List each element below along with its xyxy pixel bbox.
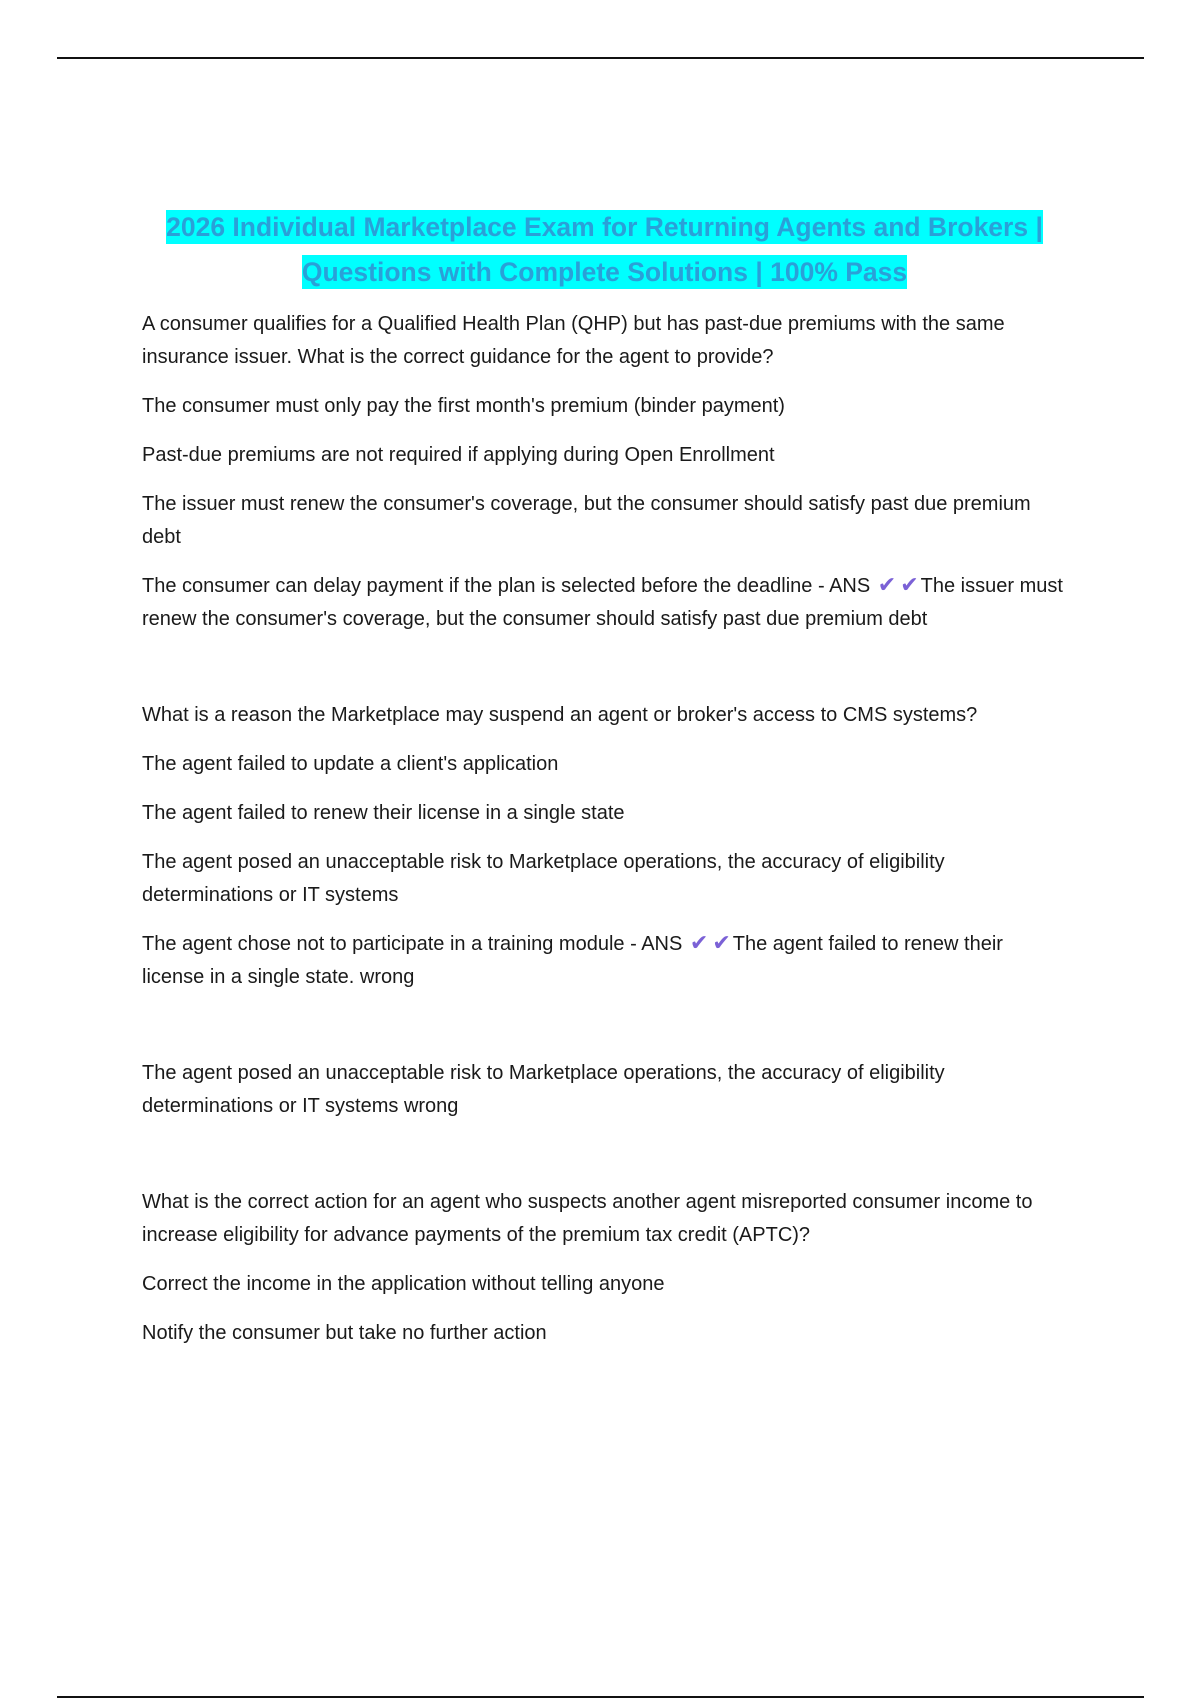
checkmark-icon: ✔ bbox=[712, 930, 731, 955]
question-1-option-2: Past-due premiums are not required if applying during Open Enrollment bbox=[142, 444, 775, 466]
question-2-option-1: The agent failed to update a client's application bbox=[142, 753, 559, 775]
question-3: What is the correct action for an agent who suspects another agent misreported consumer income to increase eligibility for advance payments of the premium tax credit (APTC)? bbox=[142, 1191, 1033, 1246]
bottom-divider bbox=[57, 1696, 1144, 1698]
checkmark-icon: ✔ bbox=[877, 572, 897, 597]
checkmark-icon: ✔ bbox=[689, 930, 709, 955]
top-divider bbox=[57, 57, 1144, 59]
title-line-1: 2026 Individual Marketplace Exam for Returning Agents and Brokers | bbox=[166, 212, 1043, 242]
question-2-option-4: The agent chose not to participate in a training module - ANS bbox=[142, 933, 683, 955]
checkmark-icon: ✔ bbox=[900, 572, 919, 597]
question-2-note: The agent posed an unacceptable risk to Marketplace operations, the accuracy of eligibility determinations or IT systems wrong bbox=[142, 1062, 945, 1117]
question-3-option-1: Correct the income in the application without telling anyone bbox=[142, 1273, 665, 1295]
question-1-option-4: The consumer can delay payment if the plan is selected before the deadline - ANS bbox=[142, 575, 871, 597]
question-1: A consumer qualifies for a Qualified Health Plan (QHP) but has past-due premiums with the same insurance issuer. What is the correct guidance for the agent to provide? bbox=[142, 313, 1005, 368]
question-1-answer: The issuer must renew the consumer's coverage, but the consumer should satisfy past due premium debt bbox=[142, 575, 1063, 630]
question-2-answer-line bbox=[142, 928, 1067, 994]
question-2-option-2: The agent failed to renew their license in a single state bbox=[142, 802, 625, 824]
title-line-2: Questions with Complete Solutions | 100% Pass bbox=[301, 257, 908, 287]
question-2: What is a reason the Marketplace may suspend an agent or broker's access to CMS systems? bbox=[142, 704, 978, 726]
document-title bbox=[142, 205, 1067, 295]
document-body bbox=[142, 205, 1067, 1366]
question-2-option-3: The agent posed an unacceptable risk to Marketplace operations, the accuracy of eligibility determinations or IT systems bbox=[142, 851, 945, 906]
question-2-answer: The agent failed to renew their license in a single state. wrong bbox=[142, 933, 1003, 988]
question-1-option-1: The consumer must only pay the first month's premium (binder payment) bbox=[142, 395, 785, 417]
question-1-option-3: The issuer must renew the consumer's coverage, but the consumer should satisfy past due premium debt bbox=[142, 493, 1031, 548]
question-3-option-2: Notify the consumer but take no further action bbox=[142, 1322, 547, 1344]
question-1-answer-line bbox=[142, 570, 1067, 636]
